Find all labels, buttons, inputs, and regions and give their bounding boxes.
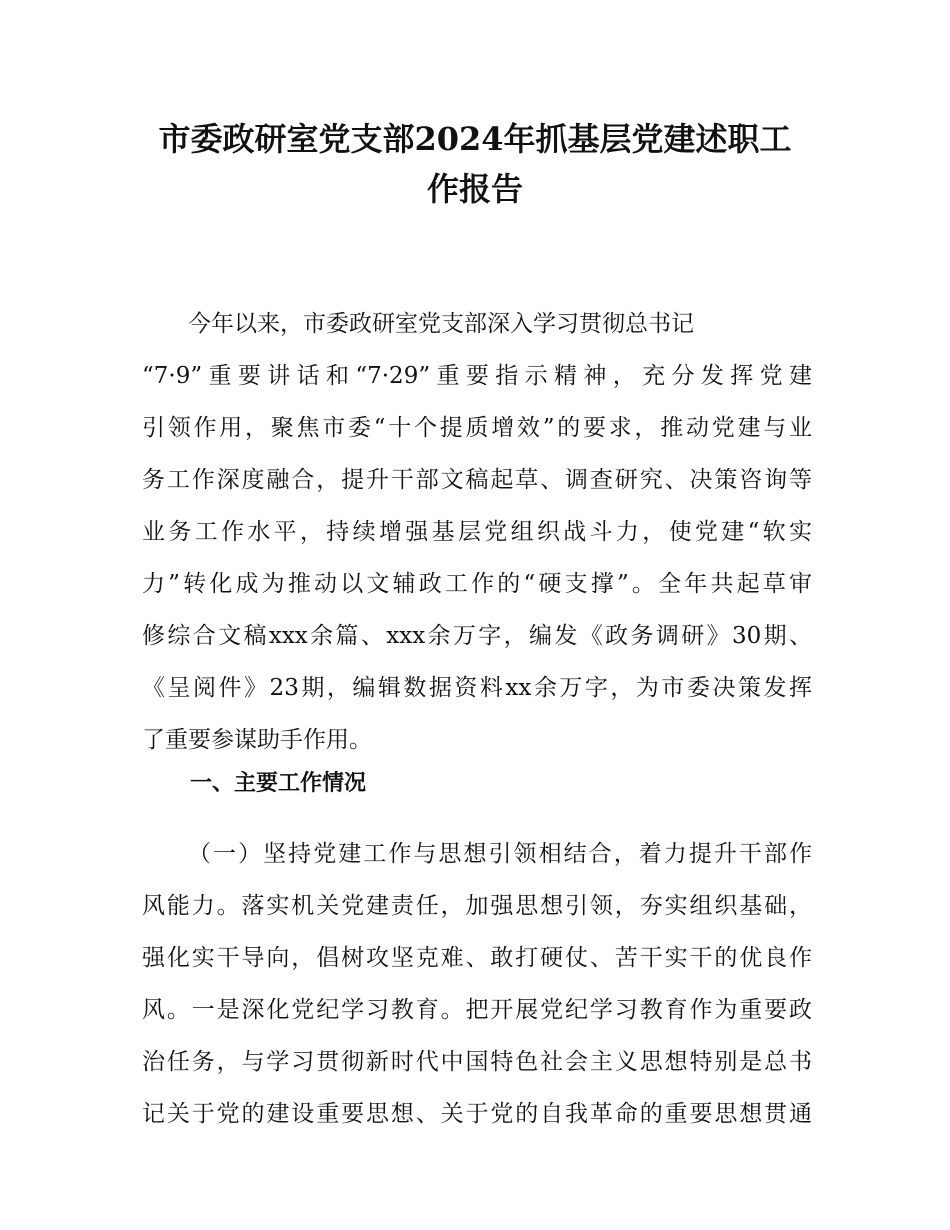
intro-line-5: 业务工作水平，持续增强基层党组织战斗力，使党建“软实 xyxy=(142,519,812,545)
intro-line-6: 力”转化成为推动以文辅政工作的“硬支撑”。全年共起草审 xyxy=(142,571,812,597)
intro-line-4: 务工作深度融合，提升干部文稿起草、调查研究、决策咨询等 xyxy=(142,467,812,493)
intro-line-1: 今年以来，市委政研室党支部深入学习贯彻总书记 xyxy=(188,311,694,337)
section-line-6: 记关于党的建设重要思想、关于党的自我革命的重要思想贯通 xyxy=(142,1101,812,1127)
intro-line-7: 修综合文稿xxx余篇、xxx余万字，编发《政务调研》30期、 xyxy=(142,623,812,649)
section-line-3: 强化实干导向，倡树攻坚克难、敢打硬仗、苦干实干的优良作 xyxy=(142,945,812,971)
title-line-2: 作报告 xyxy=(426,170,523,208)
section-line-2: 风能力。落实机关党建责任，加强思想引领，夯实组织基础， xyxy=(142,893,812,919)
section-heading: 一、主要工作情况 xyxy=(190,771,367,796)
intro-line-3: 引领作用，聚焦市委“十个提质增效”的要求，推动党建与业 xyxy=(142,415,812,441)
intro-line-8: 《呈阅件》23期，编辑数据资料xx余万字，为市委决策发挥 xyxy=(142,675,812,701)
title-line-1: 市委政研室党支部2024年抓基层党建述职工 xyxy=(158,120,792,158)
section-line-4: 风。一是深化党纪学习教育。把开展党纪学习教育作为重要政 xyxy=(142,997,812,1023)
section-line-1: （一）坚持党建工作与思想引领相结合，着力提升干部作 xyxy=(188,841,812,867)
intro-line-2: “7·9”重要讲话和“7·29”重要指示精神，充分发挥党建 xyxy=(142,363,812,389)
section-line-5: 治任务，与学习贯彻新时代中国特色社会主义思想特别是总书 xyxy=(142,1049,812,1075)
document-title xyxy=(140,114,810,214)
intro-line-9: 了重要参谋助手作用。 xyxy=(142,727,372,753)
